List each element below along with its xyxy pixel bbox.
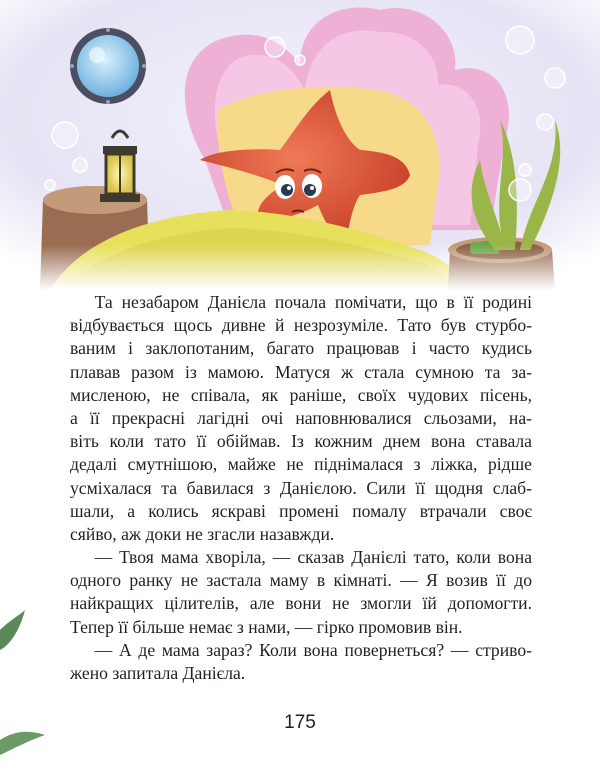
porthole: [70, 28, 146, 104]
body-text: [70, 291, 532, 685]
text-line: плавав разом із мамою. Матуся ж стала сумною та за-: [70, 361, 532, 382]
text-line: сяйво, аж доки не згасли назавжди.: [70, 523, 335, 544]
text-line: — Твоя мама хворіла, — сказав Данієлі тато, коли вона: [94, 547, 532, 568]
text-line: жено запитала Данієла.: [70, 663, 246, 683]
paragraph-2: [70, 546, 532, 639]
paragraph-3: [70, 639, 532, 685]
text-line: одного ранку не застала маму в кімнаті. — Я возив її до: [70, 570, 532, 591]
text-line: ваним і заклопотаним, багато працював і часто кудись: [70, 338, 532, 359]
decorative-leaves: [0, 590, 60, 777]
paragraph-1: [70, 291, 532, 546]
text-line: усміхалася та бавилася з Данієлою. Сили її щодня слаб-: [70, 477, 532, 498]
text-line: відбувається щось дивне й незрозуміле. Тато був стурбо-: [70, 315, 532, 336]
text-line: дедалі смутнішою, майже не піднімалася з ліжка, рідше: [70, 454, 532, 475]
page-number: 175: [284, 712, 316, 733]
text-line: віть коли тато її обіймав. Із кожним днем вона ставала: [70, 431, 532, 452]
text-line: — А де мама зараз? Коли вона повернеться? — стриво-: [94, 639, 532, 660]
text-line: а її прекрасні лагідні очі наповнювалися сльозами, на-: [70, 407, 532, 428]
text-line: Та незабаром Данієла почала помічати, що в її родині: [94, 292, 532, 312]
text-line: найкращих цілителів, але вони не змогли їй допомогти.: [70, 593, 532, 614]
text-line: мисленою, не співала, як раніше, своїх чудових пісень,: [70, 384, 532, 405]
text-line: Тепер її більше немає з нами, — гірко промовив він.: [70, 616, 463, 637]
text-line: шали, а колись яскраві промені помалу втрачали своє: [70, 500, 532, 521]
illustration: [0, 0, 600, 290]
